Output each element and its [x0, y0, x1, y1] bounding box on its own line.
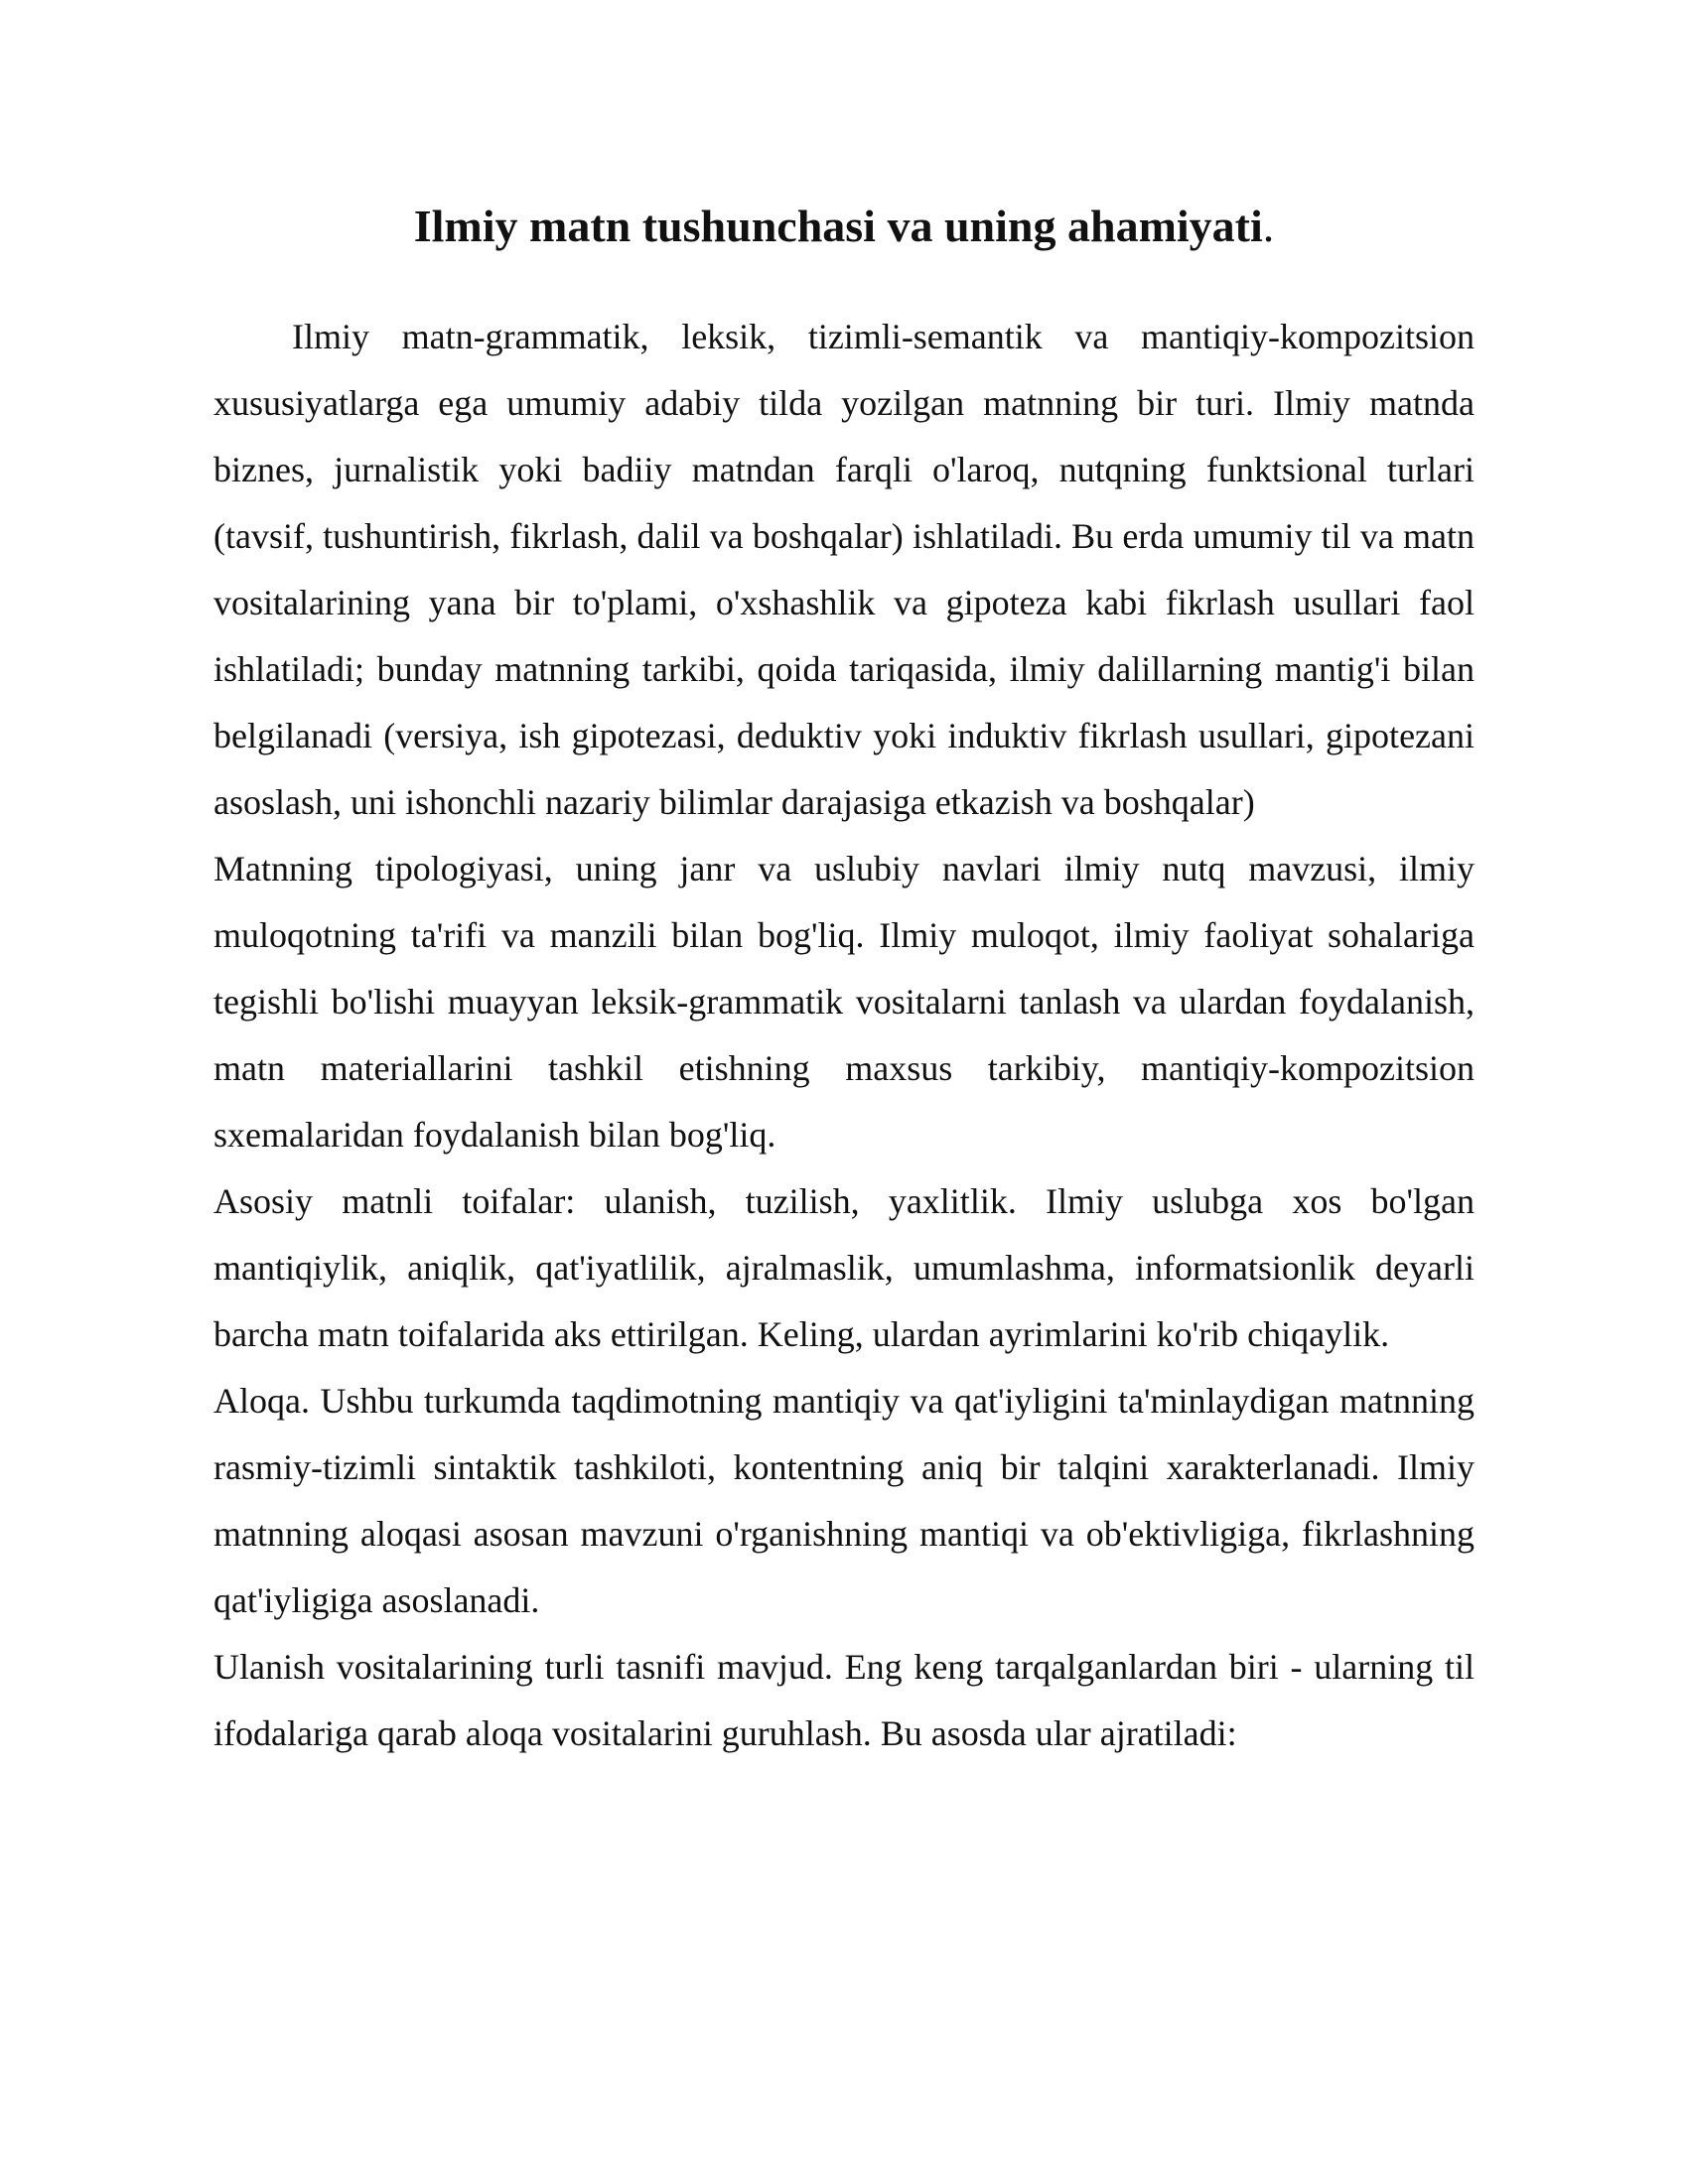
connection-means-sentences: Ulanish vositalarining turli tasnifi mavjud. Eng keng tarqalganlardan biri - ularning til ifodalariga qarab aloqa vositalarini guruhlash. Bu asosda ular ajratiladi: [213, 1647, 1475, 1753]
paragraph-introduction: Ilmiy matn-grammatik, leksik, tizimli-semantik va mantiqiy-kompozitsion xususiyatlarga ega umumiy adabiy tilda yozilgan matnning bir turi. Ilmiy matnda biznes, jurnalistik yoki badiiy matndan farqli o'laroq, nutqning funktsional turlari (tavsif, tushuntirish, fikrlash, dalil va boshqalar) ishlatiladi. Bu erda umumiy til va matn vositalarining yana bir to'plami, o'xshashlik va gipoteza kabi fikrlash usullari faol ishlatiladi; bunday matnning tarkibi, qoida tariqasida, ilmiy dalillarning mantig'i bilan belgilanadi (versiya, ish gipotezasi, deduktiv yoki induktiv fikrlash usullari, gipotezani asoslash, uni ishonchli nazariy bilimlar darajasiga etkazish va boshqalar) [213, 317, 1475, 822]
document-body [213, 304, 1475, 1767]
paragraph-connection [213, 1368, 1475, 1767]
paragraph-typology [213, 836, 1475, 1368]
document-title-text: Ilmiy matn tushunchasi va uning ahamiyati [413, 201, 1263, 251]
document-title [213, 195, 1475, 258]
document-title-punctuation: . [1262, 201, 1275, 251]
typology-sentences: Matnning tipologiyasi, uning janr va uslubiy navlari ilmiy nutq mavzusi, ilmiy muloqotning ta'rifi va manzili bilan bog'liq. Ilmiy muloqot, ilmiy faoliyat sohalariga tegishli bo'lishi muayyan leksik-grammatik vositalarni tanlash va ulardan foydalanish, matn materiallarini tashkil etishning maxsus tarkibiy, mantiqiy-kompozitsion sxemalaridan foydalanish bilan bog'liq. [213, 849, 1475, 1155]
text-categories-sentences: Asosiy matnli toifalar: ulanish, tuzilish, yaxlitlik. Ilmiy uslubga xos bo'lgan mantiqiylik, aniqlik, qat'iyatlilik, ajralmaslik, umumlashma, informatsionlik deyarli barcha matn toifalarida aks ettirilgan. Keling, ulardan ayrimlarini ko'rib chiqaylik. [213, 1181, 1475, 1354]
connection-sentences: Aloqa. Ushbu turkumda taqdimotning mantiqiy va qat'iyligini ta'minlaydigan matnning rasmiy-tizimli sintaktik tashkiloti, kontentning aniq bir talqini xarakterlanadi. Ilmiy matnning aloqasi asosan mavzuni o'rganishning mantiqi va ob'ektivligiga, fikrlashning qat'iyligiga asoslanadi. [213, 1381, 1475, 1620]
